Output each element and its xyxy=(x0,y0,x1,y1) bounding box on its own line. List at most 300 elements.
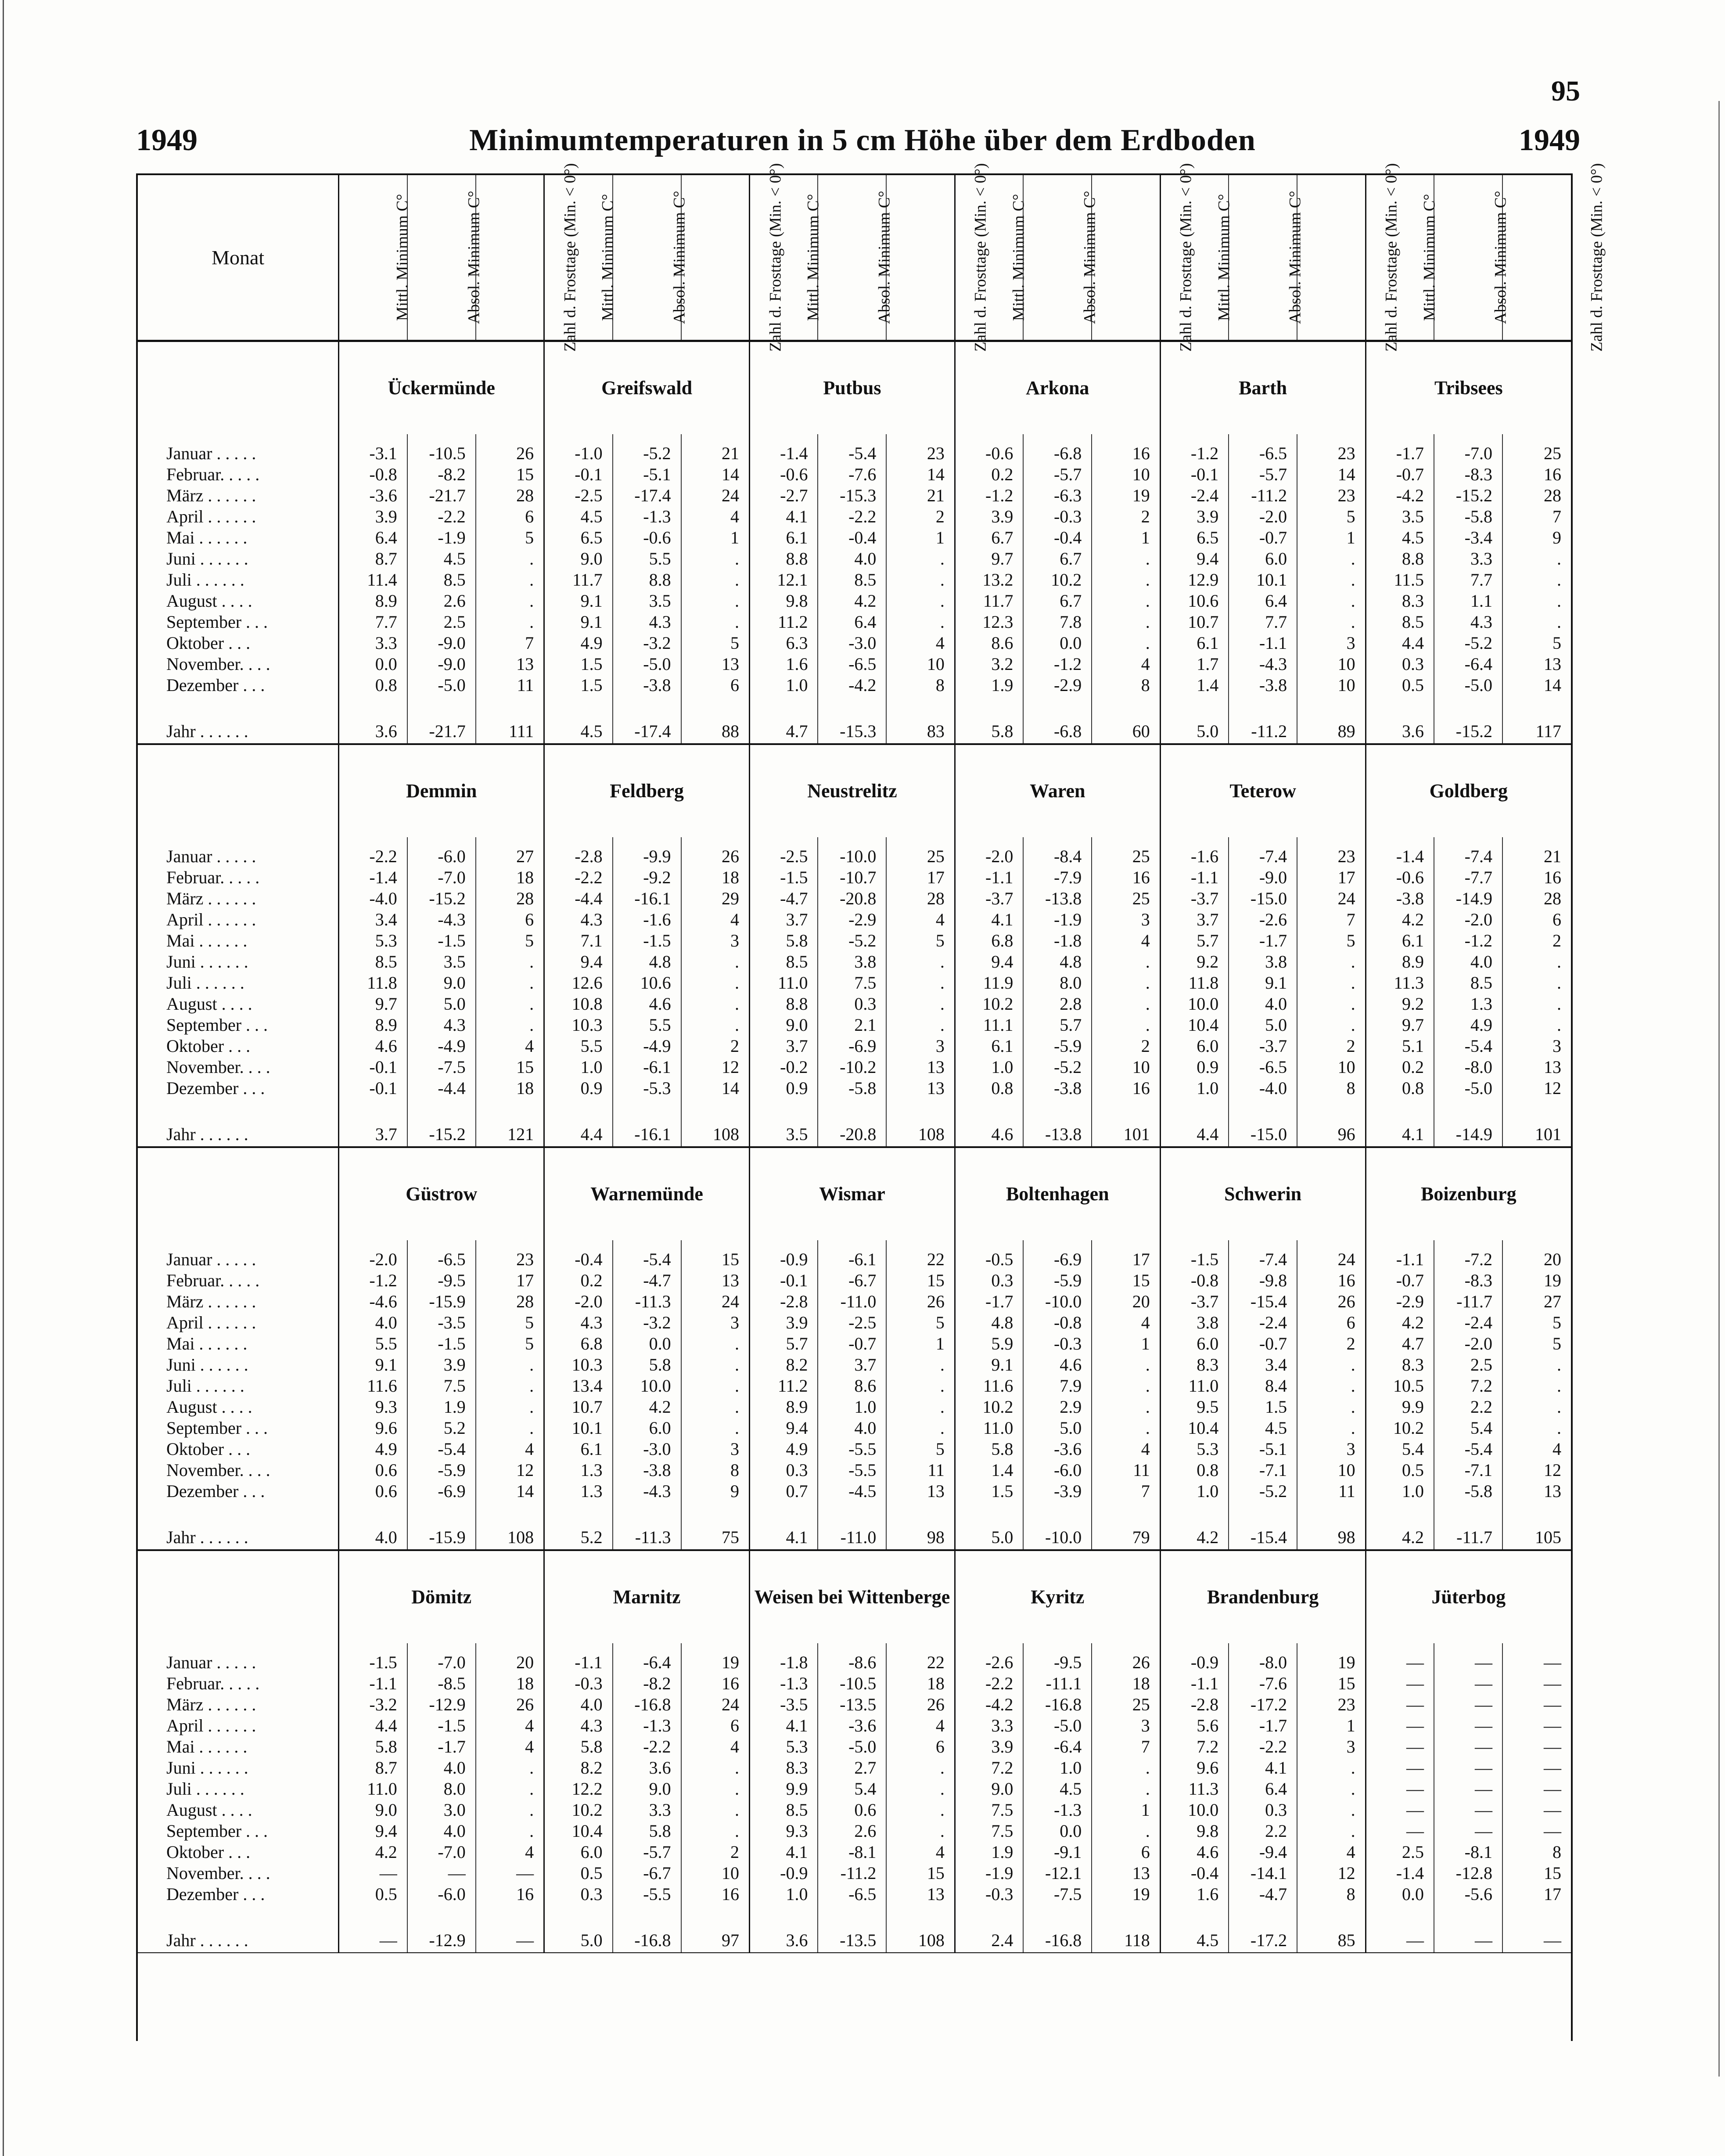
year-label: Jahr . . . . . . xyxy=(138,719,339,744)
mean-min-cell: 4.6 xyxy=(339,1036,407,1057)
absolute-min-cell: -7.4 xyxy=(1229,837,1297,867)
column-header-frosttage: Zahl d. Frosttage (Min. < 0°) xyxy=(886,175,955,341)
absolute-min-cell: 5.7 xyxy=(1023,1015,1092,1036)
absolute-min-cell: -6.1 xyxy=(818,1240,886,1270)
absolute-min-cell: -12.8 xyxy=(1434,1863,1502,1884)
mean-min-cell: 10.2 xyxy=(1366,1418,1434,1439)
mean-min-cell: 5.7 xyxy=(1160,930,1229,951)
mean-min-cell: 11.9 xyxy=(955,972,1023,993)
table-row xyxy=(138,548,1571,569)
mean-min-cell: 9.0 xyxy=(544,548,613,569)
table-row xyxy=(138,485,1571,506)
absolute-min-cell: -16.8 xyxy=(1023,1694,1092,1715)
frost-days-cell: 14 xyxy=(681,1078,750,1099)
frost-days-cell: 13 xyxy=(1092,1863,1160,1884)
absolute-min-cell: -5.5 xyxy=(818,1439,886,1460)
absolute-min-cell: -3.2 xyxy=(613,633,681,654)
frost-days-cell: 16 xyxy=(681,1673,750,1694)
mean-min-cell: 5.3 xyxy=(1160,1439,1229,1460)
mean-min-cell: 3.9 xyxy=(955,506,1023,527)
frost-days-cell: . xyxy=(681,1778,750,1800)
absolute-min-cell: -9.5 xyxy=(407,1270,476,1291)
station-name: Goldberg xyxy=(1366,744,1571,837)
frost-days-cell: 19 xyxy=(681,1643,750,1673)
absolute-min-cell: 1.0 xyxy=(1023,1757,1092,1778)
mean-min-cell: -3.7 xyxy=(1160,888,1229,909)
mean-min-cell: 11.8 xyxy=(339,972,407,993)
frost-days-cell: 1 xyxy=(886,1333,955,1354)
frost-days-cell: 13 xyxy=(681,654,750,675)
mean-min-cell: 0.6 xyxy=(339,1460,407,1481)
frost-days-cell: 5 xyxy=(681,633,750,654)
absolute-min-cell: 4.0 xyxy=(818,1418,886,1439)
station-name: Neustrelitz xyxy=(750,744,955,837)
mean-min-cell: 6.1 xyxy=(1160,633,1229,654)
absolute-min-cell: 7.5 xyxy=(818,972,886,993)
absolute-min-cell: -17.4 xyxy=(613,485,681,506)
frost-days-cell: 5 xyxy=(1297,506,1366,527)
absolute-min-cell: -0.3 xyxy=(1023,506,1092,527)
mean-min-cell: 11.7 xyxy=(955,590,1023,612)
absolute-min-cell: -0.6 xyxy=(613,527,681,548)
mean-min-cell: 9.6 xyxy=(339,1418,407,1439)
frost-days-cell: 4 xyxy=(1502,1439,1571,1460)
absolute-min-cell: -10.2 xyxy=(818,1057,886,1078)
absolute-min-cell: 2.2 xyxy=(1434,1397,1502,1418)
mean-min-cell: 8.9 xyxy=(339,1015,407,1036)
table-row xyxy=(138,1057,1571,1078)
absolute-min-cell: -8.3 xyxy=(1434,464,1502,485)
frost-days-cell: . xyxy=(476,951,544,972)
frost-days-cell: . xyxy=(681,972,750,993)
year-frost-days-cell: 108 xyxy=(681,1122,750,1147)
frost-days-cell: 5 xyxy=(886,930,955,951)
year-absolute-min-cell: -21.7 xyxy=(407,719,476,744)
mean-min-cell: -0.6 xyxy=(955,434,1023,464)
table-row xyxy=(138,1863,1571,1884)
absolute-min-cell: 6.4 xyxy=(1229,590,1297,612)
mean-min-cell: 1.9 xyxy=(955,1842,1023,1863)
mean-min-cell: 0.2 xyxy=(544,1270,613,1291)
frost-days-cell: 26 xyxy=(476,1694,544,1715)
frost-days-cell: 23 xyxy=(886,434,955,464)
absolute-min-cell: — xyxy=(1434,1643,1502,1673)
mean-min-cell: 6.8 xyxy=(544,1333,613,1354)
mean-min-cell: -3.1 xyxy=(339,434,407,464)
absolute-min-cell: -21.7 xyxy=(407,485,476,506)
mean-min-cell: -1.1 xyxy=(1366,1240,1434,1270)
frost-days-cell: 5 xyxy=(1502,1333,1571,1354)
frost-days-cell: 12 xyxy=(1502,1460,1571,1481)
mean-min-cell: 11.0 xyxy=(955,1418,1023,1439)
month-label: Juli . . . . . . xyxy=(166,1376,244,1396)
mean-min-cell: -2.0 xyxy=(544,1291,613,1312)
absolute-min-cell: -11.7 xyxy=(1434,1291,1502,1312)
year-absolute-min-cell: -15.4 xyxy=(1229,1525,1297,1550)
absolute-min-cell: -7.6 xyxy=(818,464,886,485)
mean-min-cell: 0.9 xyxy=(1160,1057,1229,1078)
frost-days-cell: . xyxy=(681,1015,750,1036)
month-label: Juli . . . . . . xyxy=(166,1779,244,1799)
mean-min-cell: 9.1 xyxy=(544,612,613,633)
absolute-min-cell: -5.4 xyxy=(1434,1439,1502,1460)
frost-days-cell: 4 xyxy=(1092,1439,1160,1460)
mean-min-cell: 1.6 xyxy=(1160,1884,1229,1905)
frost-days-cell: . xyxy=(476,569,544,590)
absolute-min-cell: 4.3 xyxy=(613,612,681,633)
month-label: März . . . . . . xyxy=(166,1292,256,1311)
absolute-min-cell: -3.9 xyxy=(1023,1481,1092,1502)
year-absolute-min-cell: -15.3 xyxy=(818,719,886,744)
frost-days-cell: 18 xyxy=(476,867,544,888)
mean-min-cell: -0.1 xyxy=(339,1057,407,1078)
frost-days-cell: 26 xyxy=(886,1291,955,1312)
absolute-min-cell: -0.4 xyxy=(1023,527,1092,548)
frost-days-cell: . xyxy=(1092,993,1160,1015)
frost-days-cell: . xyxy=(1297,972,1366,993)
table-row xyxy=(138,464,1571,485)
absolute-min-cell: 6.7 xyxy=(1023,548,1092,569)
frost-days-cell: 29 xyxy=(681,888,750,909)
year-absolute-min-cell: -10.0 xyxy=(1023,1525,1092,1550)
table-row xyxy=(138,1375,1571,1397)
mean-min-cell: 3.9 xyxy=(955,1736,1023,1757)
frost-days-cell: 9 xyxy=(1502,527,1571,548)
station-name: Schwerin xyxy=(1160,1147,1366,1240)
absolute-min-cell: -4.3 xyxy=(407,909,476,930)
mean-min-cell: -1.3 xyxy=(750,1673,818,1694)
frost-days-cell: 6 xyxy=(681,675,750,696)
frost-days-cell: 15 xyxy=(886,1863,955,1884)
month-label: Dezember . . . xyxy=(166,1884,265,1904)
mean-min-cell: -0.4 xyxy=(544,1240,613,1270)
frost-days-cell: . xyxy=(1092,972,1160,993)
table-row xyxy=(138,1715,1571,1736)
frost-days-cell: 4 xyxy=(1092,930,1160,951)
year-mean-min-cell: 5.8 xyxy=(955,719,1023,744)
absolute-min-cell: 5.2 xyxy=(407,1418,476,1439)
year-absolute-min-cell: -15.2 xyxy=(407,1122,476,1147)
mean-min-cell: 9.4 xyxy=(750,1418,818,1439)
absolute-min-cell: -1.3 xyxy=(613,506,681,527)
absolute-min-cell: 1.3 xyxy=(1434,993,1502,1015)
absolute-min-cell: -4.0 xyxy=(1229,1078,1297,1099)
mean-min-cell: -0.9 xyxy=(1160,1643,1229,1673)
station-name: Boltenhagen xyxy=(955,1147,1160,1240)
mean-min-cell: 1.5 xyxy=(955,1481,1023,1502)
frost-days-cell: 12 xyxy=(1502,1078,1571,1099)
mean-min-cell: 4.9 xyxy=(750,1439,818,1460)
absolute-min-cell: 4.9 xyxy=(1434,1015,1502,1036)
frost-days-cell: . xyxy=(1502,590,1571,612)
frost-days-cell: . xyxy=(1297,1778,1366,1800)
table-row xyxy=(138,1078,1571,1099)
absolute-min-cell: -1.9 xyxy=(407,527,476,548)
absolute-min-cell: -5.7 xyxy=(613,1842,681,1863)
mean-min-cell: 10.2 xyxy=(955,993,1023,1015)
frost-days-cell: 14 xyxy=(476,1481,544,1502)
station-name: Greifswald xyxy=(544,341,750,435)
absolute-min-cell: 10.1 xyxy=(1229,569,1297,590)
mean-min-cell: 10.5 xyxy=(1366,1375,1434,1397)
mean-min-cell: 6.1 xyxy=(544,1439,613,1460)
mean-min-cell: 5.6 xyxy=(1160,1715,1229,1736)
absolute-min-cell: 8.0 xyxy=(407,1778,476,1800)
absolute-min-cell: -3.8 xyxy=(1023,1078,1092,1099)
frost-days-cell: . xyxy=(1297,612,1366,633)
frost-days-cell: 2 xyxy=(886,506,955,527)
frost-days-cell: 10 xyxy=(1297,654,1366,675)
mean-min-cell: 10.7 xyxy=(1160,612,1229,633)
mean-min-cell: 4.4 xyxy=(339,1715,407,1736)
mean-min-cell: 9.4 xyxy=(339,1821,407,1842)
month-label: Juni . . . . . . xyxy=(166,1355,248,1375)
absolute-min-cell: -1.2 xyxy=(1434,930,1502,951)
frost-days-cell: . xyxy=(476,1397,544,1418)
absolute-min-cell: -8.1 xyxy=(818,1842,886,1863)
absolute-min-cell: -9.0 xyxy=(1229,867,1297,888)
frost-days-cell: . xyxy=(476,548,544,569)
column-header-frosttage: Zahl d. Frosttage (Min. < 0°) xyxy=(1502,175,1571,341)
absolute-min-cell: -10.0 xyxy=(818,837,886,867)
column-header-month: Monat xyxy=(138,175,339,341)
absolute-min-cell: -1.7 xyxy=(407,1736,476,1757)
absolute-min-cell: 0.0 xyxy=(613,1333,681,1354)
year-absolute-min-cell: -15.2 xyxy=(1434,719,1502,744)
frost-days-cell: . xyxy=(1092,951,1160,972)
year-frost-days-cell: 79 xyxy=(1092,1525,1160,1550)
absolute-min-cell: -5.0 xyxy=(1023,1715,1092,1736)
mean-min-cell: 7.5 xyxy=(955,1821,1023,1842)
frost-days-cell: 11 xyxy=(1092,1460,1160,1481)
frost-days-cell: 13 xyxy=(1502,654,1571,675)
mean-min-cell: 9.4 xyxy=(544,951,613,972)
absolute-min-cell: 3.8 xyxy=(1229,951,1297,972)
absolute-min-cell: -5.1 xyxy=(1229,1439,1297,1460)
absolute-min-cell: 3.9 xyxy=(407,1354,476,1375)
absolute-min-cell: 3.7 xyxy=(818,1354,886,1375)
absolute-min-cell: 8.0 xyxy=(1023,972,1092,993)
absolute-min-cell: -3.8 xyxy=(613,675,681,696)
mean-min-cell: -0.2 xyxy=(750,1057,818,1078)
frost-days-cell: 4 xyxy=(681,1736,750,1757)
mean-min-cell: -4.6 xyxy=(339,1291,407,1312)
absolute-min-cell: 2.8 xyxy=(1023,993,1092,1015)
mean-min-cell: — xyxy=(1366,1821,1434,1842)
frost-days-cell: 4 xyxy=(681,506,750,527)
mean-min-cell: 0.7 xyxy=(750,1481,818,1502)
mean-min-cell: -1.5 xyxy=(339,1643,407,1673)
absolute-min-cell: — xyxy=(1434,1778,1502,1800)
mean-min-cell: 9.4 xyxy=(1160,548,1229,569)
mean-min-cell: — xyxy=(1366,1643,1434,1673)
absolute-min-cell: 8.8 xyxy=(613,569,681,590)
mean-min-cell: 6.1 xyxy=(955,1036,1023,1057)
frost-days-cell: 11 xyxy=(476,675,544,696)
table-row xyxy=(138,527,1571,548)
column-header-mittl-min: Mittl. Minimum C° xyxy=(1160,175,1229,341)
absolute-min-cell: 4.6 xyxy=(613,993,681,1015)
frost-days-cell: 23 xyxy=(1297,485,1366,506)
absolute-min-cell: -9.5 xyxy=(1023,1643,1092,1673)
absolute-min-cell: -1.9 xyxy=(1023,909,1092,930)
absolute-min-cell: -7.0 xyxy=(407,1842,476,1863)
absolute-min-cell: 3.8 xyxy=(818,951,886,972)
mean-min-cell: 0.9 xyxy=(544,1078,613,1099)
month-label: Juni . . . . . . xyxy=(166,549,248,569)
frost-days-cell: 5 xyxy=(1297,930,1366,951)
frost-days-cell: . xyxy=(1092,1354,1160,1375)
frost-days-cell: 4 xyxy=(476,1736,544,1757)
absolute-min-cell: 8.5 xyxy=(407,569,476,590)
absolute-min-cell: -5.8 xyxy=(1434,1481,1502,1502)
frost-days-cell: 4 xyxy=(886,633,955,654)
frost-days-cell: 5 xyxy=(476,1333,544,1354)
frost-days-cell: . xyxy=(1297,1354,1366,1375)
mean-min-cell: 1.3 xyxy=(544,1481,613,1502)
frost-days-cell: 4 xyxy=(886,1842,955,1863)
station-name: Waren xyxy=(955,744,1160,837)
month-label: August . . . . xyxy=(166,591,252,611)
station-name: Brandenburg xyxy=(1160,1550,1366,1643)
mean-min-cell: 3.7 xyxy=(1160,909,1229,930)
mean-min-cell: -0.1 xyxy=(1160,464,1229,485)
frost-days-cell: . xyxy=(476,993,544,1015)
table-row xyxy=(138,1333,1571,1354)
frost-days-cell: . xyxy=(1092,569,1160,590)
month-label: Juni . . . . . . xyxy=(166,952,248,972)
frost-days-cell: . xyxy=(886,1375,955,1397)
year-frost-days-cell: — xyxy=(476,1928,544,1953)
absolute-min-cell: 3.3 xyxy=(1434,548,1502,569)
station-name: Tribsees xyxy=(1366,341,1571,435)
frost-days-cell: 10 xyxy=(1297,1057,1366,1078)
year-label: Jahr . . . . . . xyxy=(138,1928,339,1953)
frost-days-cell: 15 xyxy=(1297,1673,1366,1694)
mean-min-cell: -0.5 xyxy=(955,1240,1023,1270)
absolute-min-cell: 7.8 xyxy=(1023,612,1092,633)
station-name: Dömitz xyxy=(339,1550,544,1643)
absolute-min-cell: -15.3 xyxy=(818,485,886,506)
absolute-min-cell: -7.6 xyxy=(1229,1673,1297,1694)
frost-days-cell: . xyxy=(886,993,955,1015)
mean-min-cell: -1.4 xyxy=(1366,837,1434,867)
frost-days-cell: 3 xyxy=(1092,1715,1160,1736)
month-label: April . . . . . . xyxy=(166,1313,256,1332)
year-mean-min-cell: — xyxy=(1366,1928,1434,1953)
frost-days-cell: 24 xyxy=(1297,888,1366,909)
table-row xyxy=(138,1270,1571,1291)
year-frost-days-cell: 111 xyxy=(476,719,544,744)
month-label: Januar . . . . . xyxy=(166,1652,256,1672)
mean-min-cell: -1.4 xyxy=(339,867,407,888)
frost-days-cell: 28 xyxy=(1502,485,1571,506)
station-name: Wismar xyxy=(750,1147,955,1240)
absolute-min-cell: -13.8 xyxy=(1023,888,1092,909)
absolute-min-cell: -4.9 xyxy=(613,1036,681,1057)
frost-days-cell: . xyxy=(886,1821,955,1842)
mean-min-cell: 3.8 xyxy=(1160,1312,1229,1333)
frost-days-cell: 28 xyxy=(476,1291,544,1312)
absolute-min-cell: -7.4 xyxy=(1229,1240,1297,1270)
absolute-min-cell: -6.9 xyxy=(1023,1240,1092,1270)
absolute-min-cell: -5.0 xyxy=(1434,675,1502,696)
absolute-min-cell: -10.7 xyxy=(818,867,886,888)
table-row xyxy=(138,1757,1571,1778)
frost-days-cell: . xyxy=(1297,1821,1366,1842)
year-mean-min-cell: 4.7 xyxy=(750,719,818,744)
absolute-min-cell: -1.3 xyxy=(1023,1800,1092,1821)
absolute-min-cell: -7.9 xyxy=(1023,867,1092,888)
table-row xyxy=(138,1481,1571,1502)
frost-days-cell: 6 xyxy=(1092,1842,1160,1863)
absolute-min-cell: -0.7 xyxy=(1229,527,1297,548)
frost-days-cell: . xyxy=(1092,633,1160,654)
absolute-min-cell: -4.7 xyxy=(613,1270,681,1291)
column-header-mittl-min: Mittl. Minimum C° xyxy=(1366,175,1434,341)
absolute-min-cell: -6.4 xyxy=(1023,1736,1092,1757)
absolute-min-cell: -8.1 xyxy=(1434,1842,1502,1863)
mean-min-cell: 9.3 xyxy=(339,1397,407,1418)
year-mean-min-cell: 3.6 xyxy=(750,1928,818,1953)
mean-min-cell: 8.3 xyxy=(1366,1354,1434,1375)
year-mean-min-cell: 3.6 xyxy=(1366,719,1434,744)
frost-days-cell: 19 xyxy=(1092,485,1160,506)
mean-min-cell: 1.0 xyxy=(544,1057,613,1078)
month-label: Juli . . . . . . xyxy=(166,570,244,590)
mean-min-cell: 3.9 xyxy=(750,1312,818,1333)
absolute-min-cell: 9.1 xyxy=(1229,972,1297,993)
year-mean-min-cell: 5.0 xyxy=(955,1525,1023,1550)
mean-min-cell: 3.3 xyxy=(955,1715,1023,1736)
frost-days-cell: . xyxy=(476,1375,544,1397)
mean-min-cell: -0.7 xyxy=(1366,464,1434,485)
frost-days-cell: 13 xyxy=(1502,1057,1571,1078)
mean-min-cell: 6.0 xyxy=(544,1842,613,1863)
frost-days-cell: . xyxy=(1092,1397,1160,1418)
page-title: Minimumtemperaturen in 5 cm Höhe über dem Erdboden xyxy=(469,123,1256,157)
frost-days-cell: . xyxy=(886,548,955,569)
frost-days-cell: . xyxy=(886,612,955,633)
frost-days-cell: . xyxy=(476,972,544,993)
year-frost-days-cell: 98 xyxy=(886,1525,955,1550)
absolute-min-cell: -6.4 xyxy=(613,1643,681,1673)
mean-min-cell: 8.7 xyxy=(339,1757,407,1778)
absolute-min-cell: 4.0 xyxy=(1434,951,1502,972)
frost-days-cell: . xyxy=(1092,590,1160,612)
year-mean-min-cell: 4.1 xyxy=(1366,1122,1434,1147)
year-frost-days-cell: 101 xyxy=(1502,1122,1571,1147)
frost-days-cell: — xyxy=(476,1863,544,1884)
table-row xyxy=(138,675,1571,696)
absolute-min-cell: -0.8 xyxy=(1023,1312,1092,1333)
frost-days-cell: 16 xyxy=(1092,1078,1160,1099)
year-absolute-min-cell: -15.0 xyxy=(1229,1122,1297,1147)
station-header-row xyxy=(138,341,1571,435)
mean-min-cell: 4.1 xyxy=(955,909,1023,930)
table-row xyxy=(138,1397,1571,1418)
mean-min-cell: 9.7 xyxy=(955,548,1023,569)
frost-days-cell: . xyxy=(1502,951,1571,972)
mean-min-cell: 10.3 xyxy=(544,1015,613,1036)
column-header-frosttage: Zahl d. Frosttage (Min. < 0°) xyxy=(476,175,544,341)
mean-min-cell: 10.0 xyxy=(1160,1800,1229,1821)
absolute-min-cell: 6.4 xyxy=(818,612,886,633)
table-row xyxy=(138,1312,1571,1333)
month-label: September . . . xyxy=(166,612,268,632)
frost-days-cell: . xyxy=(476,1821,544,1842)
mean-min-cell: 3.5 xyxy=(1366,506,1434,527)
